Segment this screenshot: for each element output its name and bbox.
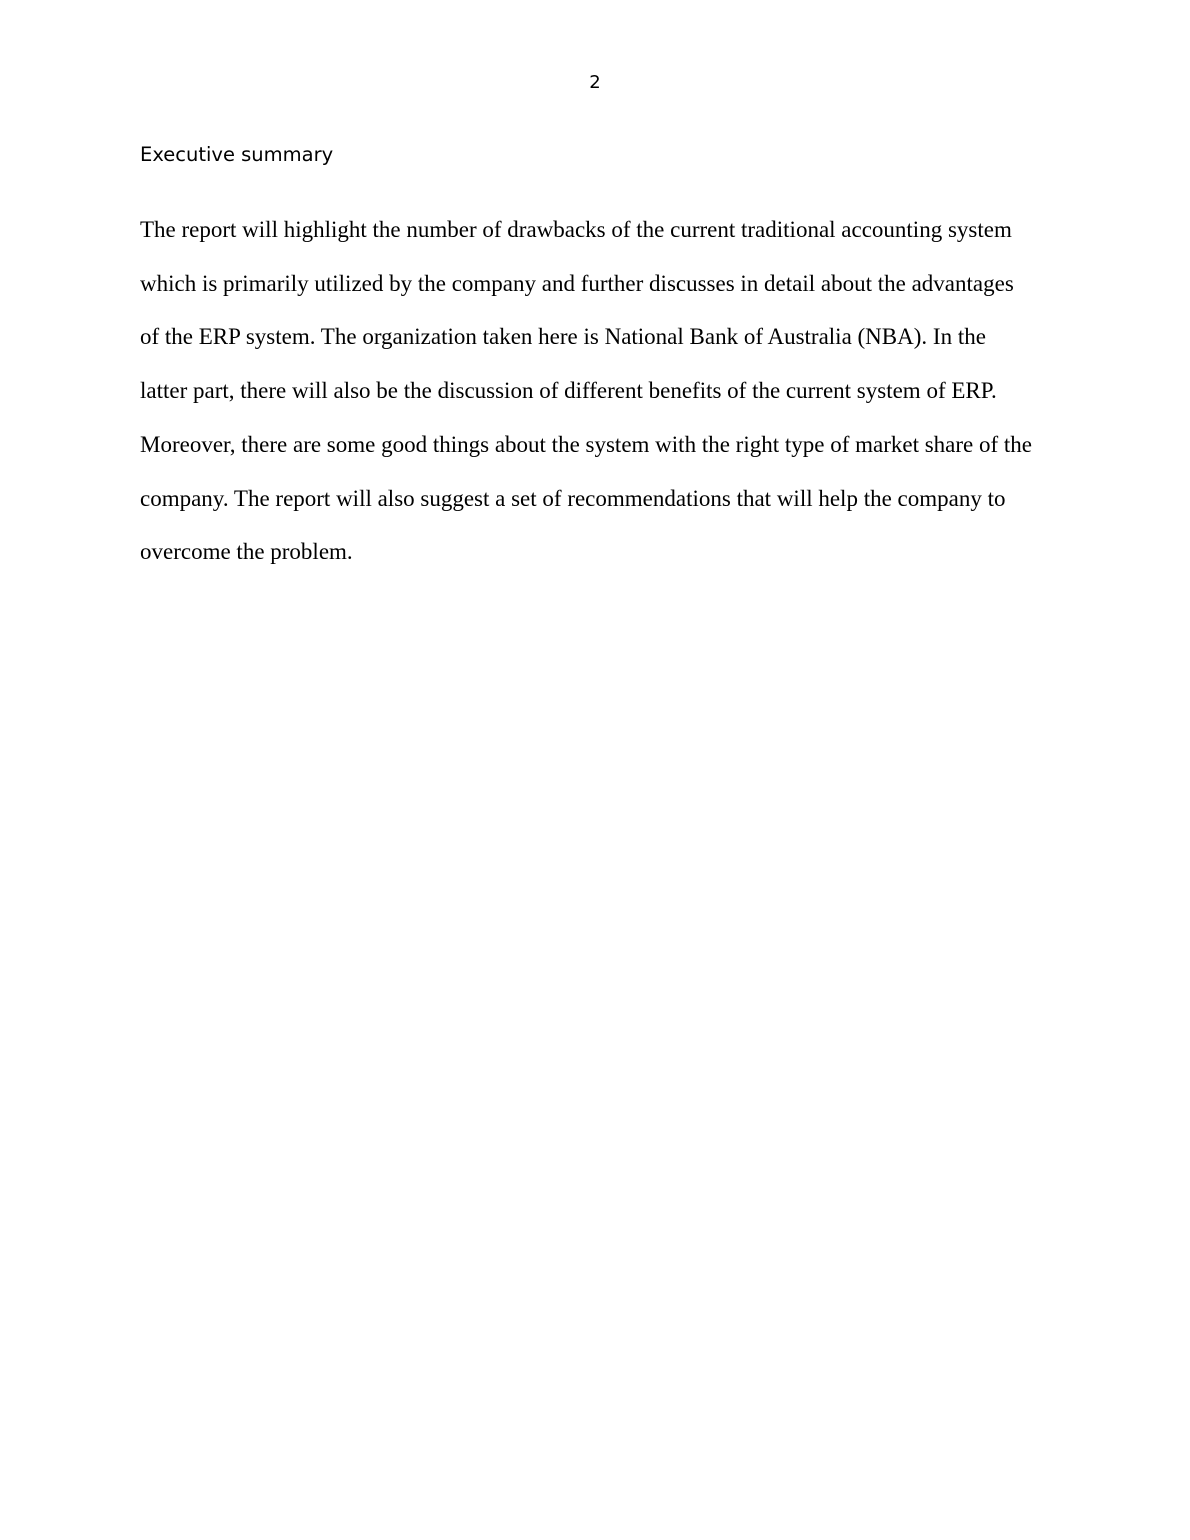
- paragraph-line: The report will highlight the number of drawbacks of the current traditional accounting system: [140, 217, 1012, 242]
- section-heading: Executive summary: [140, 143, 334, 166]
- page-number: 2: [589, 72, 601, 93]
- paragraph-line: of the ERP system. The organization taken here is National Bank of Australia (NBA). In the: [140, 324, 986, 350]
- paragraph-line: latter part, there will also be the discussion of different benefits of the current system of ERP.: [140, 378, 997, 404]
- paragraph-line: Moreover, there are some good things about the system with the right type of market share of the: [140, 431, 1033, 457]
- paragraph-line: company. The report will also suggest a set of recommendations that will help the company to: [140, 485, 1006, 511]
- body-paragraph: [140, 203, 1032, 579]
- paragraph-line: which is primarily utilized by the company and further discusses in detail about the advantages: [140, 270, 1014, 296]
- paragraph-line: overcome the problem.: [140, 539, 353, 565]
